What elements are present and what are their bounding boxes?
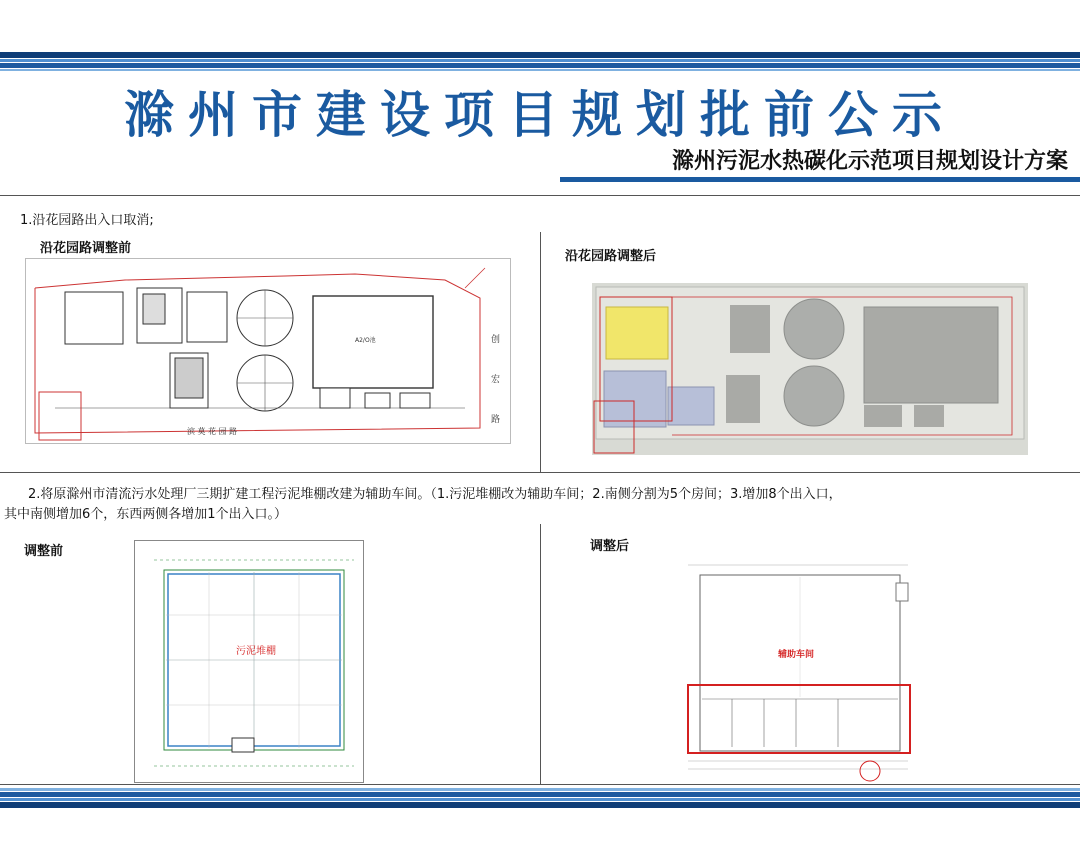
page-title: 滁州市建设项目规划批前公示 (124, 86, 956, 144)
site-plan-after (592, 283, 1028, 455)
road-char-1: 创 (491, 335, 501, 345)
bottom-stripe (0, 788, 1080, 808)
floor-plan-after (672, 547, 924, 783)
after-plan-label: 辅助车间 (778, 650, 815, 660)
subtitle-underline (560, 177, 1080, 182)
site-plan-before (25, 258, 511, 444)
road-char-2: 宏 (491, 375, 501, 385)
section1-item: 1.沿花园路出入口取消; (20, 213, 154, 228)
section1-before-label: 沿花园路调整前 (40, 241, 132, 256)
section2-after-label: 调整后 (590, 539, 630, 554)
section1-after-label: 沿花园路调整后 (565, 249, 657, 264)
top-stripe (0, 52, 1080, 74)
grid-divider-lower (540, 524, 541, 784)
road-bottom-label: 滨 莫 花 园 路 (187, 427, 238, 436)
grid-divider-upper (540, 232, 541, 472)
building-label: A2/O池 (355, 337, 376, 344)
grid-line-top (0, 195, 1080, 196)
grid-line-mid (0, 472, 1080, 473)
floor-plan-before (134, 540, 364, 783)
page-subtitle: 滁州污泥水热碳化示范项目规划设计方案 (671, 149, 1068, 174)
grid-line-bottom (0, 784, 1080, 785)
section2-before-label: 调整前 (24, 544, 64, 559)
before-plan-label: 污泥堆棚 (236, 646, 276, 657)
section2-item-line1: 2.将原滁州市清流污水处理厂三期扩建工程污泥堆棚改建为辅助车间。（1.污泥堆棚改为辅助车间；2.南侧分割为5个房间；3.增加8个出入口， (28, 487, 842, 502)
road-char-3: 路 (491, 415, 501, 425)
section2-item-line2: 其中南侧增加6个，东西两侧各增加1个出入口。） (4, 507, 288, 522)
